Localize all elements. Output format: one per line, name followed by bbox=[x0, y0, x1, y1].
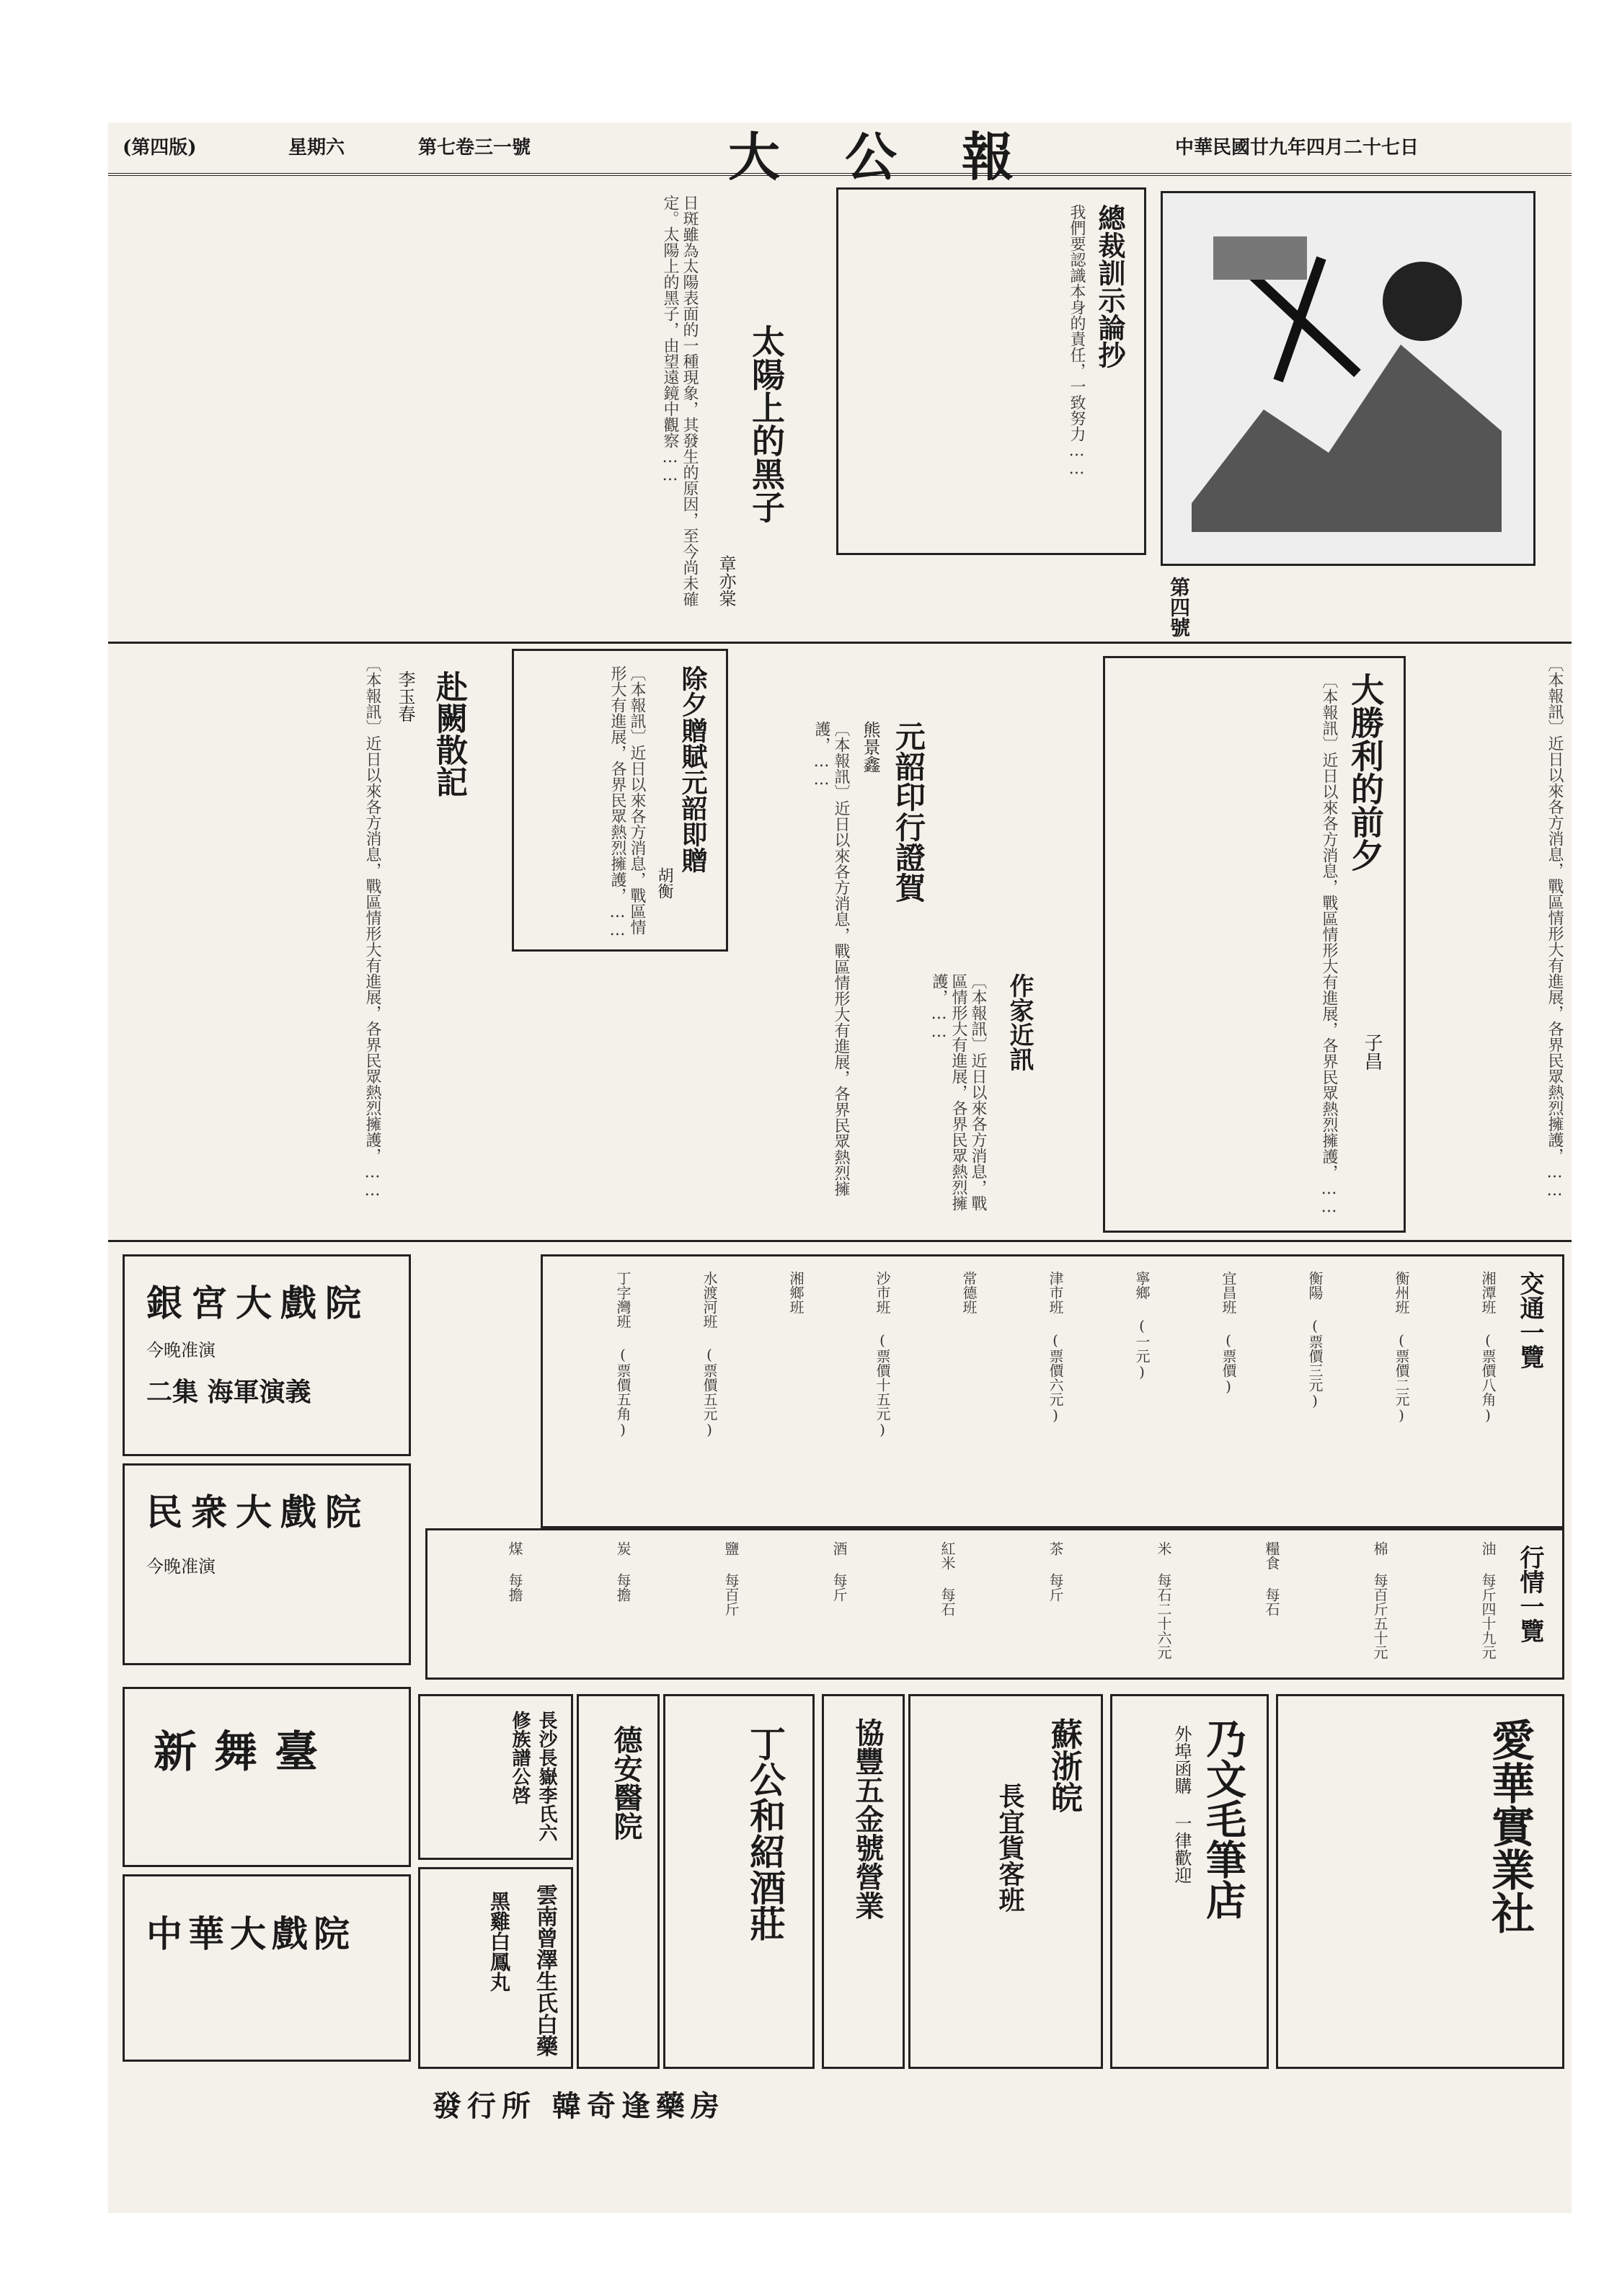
victory-author: 子昌 bbox=[1361, 1033, 1383, 1071]
news-title: 作家近訊 bbox=[1005, 973, 1034, 1071]
side-column-body: 〔本報訊〕近日以來各方消息，戰區情形大有進展，各界民眾熱烈擁護，…… bbox=[1546, 656, 1564, 1200]
traffic-row: 沙市班 (票價十五元) bbox=[874, 1271, 891, 1438]
section-rule bbox=[108, 1240, 1572, 1242]
chiang-title: 總裁訓示論抄 bbox=[1094, 204, 1126, 368]
hardware-ad-name: 協豐五金號營業 bbox=[851, 1718, 885, 1920]
traffic-row: 衡州班 (票價二元) bbox=[1393, 1271, 1410, 1424]
cinema1-show: 二集 海軍演義 bbox=[146, 1377, 311, 1407]
transport-ad-sub: 長宜貨客班 bbox=[995, 1783, 1025, 1912]
cinema4-name: 中華大戲院 bbox=[146, 1912, 355, 1955]
genealogy-ad-title: 長沙長嶽李氏六修族譜公啓 bbox=[509, 1711, 557, 1842]
ad-medicine bbox=[418, 1867, 573, 2069]
eve-article-box bbox=[512, 649, 728, 952]
cinema1-sub: 今晚准演 bbox=[146, 1340, 216, 1360]
chiang-body: 我們要認識本身的責任，一致努力…… bbox=[1068, 204, 1086, 478]
cinema-ad-xinwutai bbox=[123, 1687, 411, 1867]
cartoon-illustration bbox=[1161, 191, 1535, 566]
market-row: 茶 每斤 bbox=[1047, 1541, 1064, 1602]
party-article-body: 〔本報訊〕近日以來各方消息，戰區情形大有進展，各界民眾熱烈擁護，…… bbox=[363, 656, 381, 1200]
hospital-ad-name: 德安醫院 bbox=[609, 1725, 643, 1840]
market-row: 酒 每斤 bbox=[830, 1541, 848, 1602]
chiang-excerpt-box bbox=[836, 187, 1146, 555]
eve-author: 胡衡 bbox=[655, 867, 673, 899]
victory-title: 大勝利的前夕 bbox=[1346, 673, 1385, 872]
sun-article-body: 日斑雖為太陽表面的一種現象，其發生的原因，至今尚未確定。太陽上的黑子，由望遠鏡中觀察…… bbox=[661, 195, 699, 607]
pharmacy-footer: 發行所 韓奇逢藥房 bbox=[433, 2089, 725, 2123]
bank-article-author: 熊景鑫 bbox=[860, 721, 880, 773]
ad-transport bbox=[908, 1694, 1103, 2069]
weekday: 星期六 bbox=[288, 137, 345, 159]
traffic-title: 交通一覽 bbox=[1515, 1271, 1544, 1369]
cartoon-drawing-icon bbox=[1163, 193, 1533, 564]
traffic-row: 水渡河班 (票價五元) bbox=[701, 1271, 718, 1438]
cinema2-sub: 今晚准演 bbox=[146, 1556, 216, 1577]
cinema2-name: 民衆大戲院 bbox=[146, 1491, 370, 1533]
market-table bbox=[425, 1528, 1564, 1680]
traffic-row: 宜昌班 (票價) bbox=[1220, 1271, 1237, 1395]
traffic-row: 湘潭班 (票價八角) bbox=[1479, 1271, 1497, 1424]
traffic-table bbox=[541, 1254, 1564, 1528]
cinema-ad-minzhong bbox=[123, 1463, 411, 1665]
wine-ad-name: 丁公和紹酒莊 bbox=[744, 1725, 786, 1941]
traffic-row: 常德班 bbox=[960, 1271, 978, 1314]
transport-ad-name: 蘇浙皖 bbox=[1045, 1718, 1082, 1813]
victory-body: 〔本報訊〕近日以來各方消息，戰區情形大有進展，各界民眾熱烈擁護，…… bbox=[1320, 673, 1338, 1216]
newspaper-page bbox=[108, 123, 1572, 2213]
traffic-row: 津市班 (票價六元) bbox=[1047, 1271, 1064, 1424]
bank-article-title: 元韶印行證賀 bbox=[891, 721, 926, 903]
market-row: 炭 每擔 bbox=[614, 1541, 631, 1602]
sun-article-author: 章亦棠 bbox=[716, 555, 736, 607]
header-bar bbox=[108, 123, 1572, 187]
issue-date: 中華民國廿九年四月二十七日 bbox=[1175, 137, 1419, 159]
ad-hospital bbox=[577, 1694, 660, 2069]
medicine-ad-sub: 黑雞白鳳丸 bbox=[487, 1891, 511, 1992]
ad-naiwen bbox=[1110, 1694, 1269, 2069]
market-row: 煤 每擔 bbox=[506, 1541, 523, 1602]
market-title: 行情一覽 bbox=[1515, 1545, 1544, 1643]
pen-ad-sub: 外埠函購 一律歡迎 bbox=[1171, 1725, 1192, 1884]
masthead: 大公報 bbox=[728, 126, 1079, 187]
news-body: 〔本報訊〕近日以來各方消息，戰區情形大有進展，各界民眾熱烈擁護，…… bbox=[930, 973, 987, 1211]
bank-article-body: 〔本報訊〕近日以來各方消息，戰區情形大有進展，各界民眾熱烈擁護，…… bbox=[812, 721, 850, 1197]
pen-ad-name: 乃文毛筆店 bbox=[1200, 1718, 1247, 1920]
cinema-ad-zhonghua bbox=[123, 1874, 411, 2062]
traffic-row: 寧鄉 (一元) bbox=[1133, 1271, 1151, 1380]
page-number: (第四版) bbox=[123, 137, 197, 159]
cartoon-label: 第四號 bbox=[1167, 577, 1191, 637]
market-row: 糧食 每石 bbox=[1263, 1541, 1280, 1616]
sun-article-title: 太陽上的黑子 bbox=[747, 324, 786, 523]
cinema1-name: 銀宮大戲院 bbox=[146, 1282, 370, 1324]
eve-body: 〔本報訊〕近日以來各方消息，戰區情形大有進展，各界民眾熱烈擁護，…… bbox=[608, 665, 646, 939]
party-article-author: 李玉春 bbox=[395, 670, 415, 722]
ad-aihua bbox=[1276, 1694, 1564, 2069]
cinema-ad-yingong bbox=[123, 1254, 411, 1456]
market-row: 米 每石二十六元 bbox=[1155, 1541, 1172, 1659]
issue-number: 第七卷三一號 bbox=[418, 137, 531, 159]
section-rule bbox=[108, 642, 1572, 644]
ad-genealogy bbox=[418, 1694, 573, 1860]
market-row: 紅米 每石 bbox=[939, 1541, 956, 1616]
medicine-ad-name: 雲南曾澤生氏白藥 bbox=[532, 1884, 557, 2057]
market-row: 棉 每百斤五十元 bbox=[1371, 1541, 1388, 1659]
ad-hardware bbox=[822, 1694, 905, 2069]
traffic-row: 衡陽 (票價三元) bbox=[1306, 1271, 1324, 1409]
traffic-row: 湘鄉班 bbox=[787, 1271, 805, 1314]
ad-wine bbox=[663, 1694, 815, 2069]
market-row: 鹽 每百斤 bbox=[722, 1541, 740, 1616]
party-article-title: 赴闕散記 bbox=[430, 670, 467, 797]
traffic-row: 丁字灣班 (票價五角) bbox=[614, 1271, 631, 1438]
eve-title: 除夕贈賦元韶即贈 bbox=[678, 665, 708, 873]
market-row: 油 每斤四十九元 bbox=[1479, 1541, 1497, 1659]
victory-article-box bbox=[1103, 656, 1406, 1233]
silk-ad-name: 愛華實業社 bbox=[1484, 1718, 1535, 1934]
cinema3-name: 新舞臺 bbox=[154, 1727, 335, 1778]
